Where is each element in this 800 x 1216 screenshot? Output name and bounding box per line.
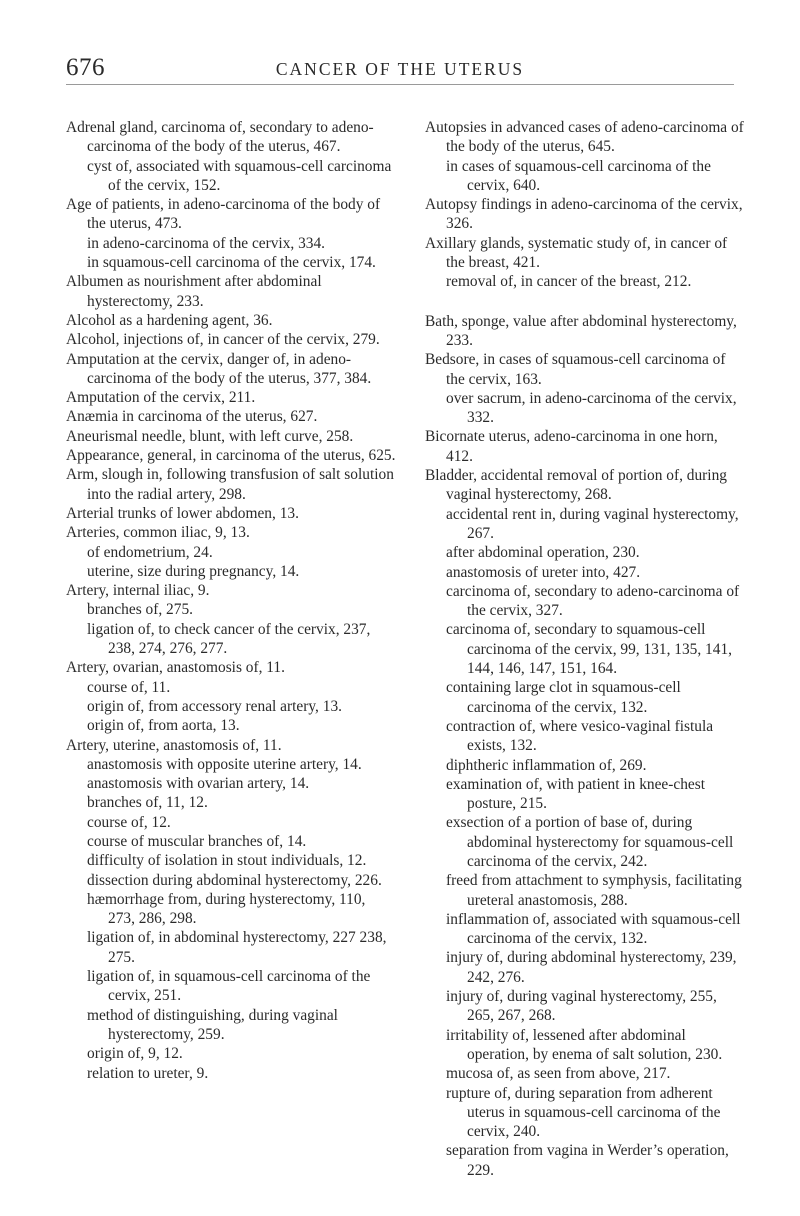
index-entry: Age of patients, in adeno-carcinoma of the body of the uterus, 473.	[66, 196, 381, 233]
index-subentry: dissection during abdominal hysterectomy, 226.	[87, 871, 382, 889]
index-entry: Albumen as nourishment after abdominal hysterectomy, 233.	[66, 273, 322, 310]
index-entry: Arm, slough in, following transfusion of salt solution into the radial artery, 298.	[66, 466, 394, 503]
index-subentry: examination of, with patient in knee-chest posture, 215.	[446, 775, 705, 813]
index-subentry: rupture of, during separation from adherent uterus in squamous-cell carcinoma of the cervix, 240.	[446, 1084, 721, 1141]
index-entry: Artery, internal iliac, 9.	[66, 582, 210, 600]
index-entry: Artery, ovarian, anastomosis of, 11.	[66, 659, 285, 677]
index-subentry: contraction of, where vesico-vaginal fistula exists, 132.	[446, 717, 714, 755]
index-entry: Autopsy findings in adeno-carcinoma of the cervix, 326.	[425, 196, 743, 233]
index-subentry: inflammation of, associated with squamous-cell carcinoma of the cervix, 132.	[446, 910, 741, 948]
index-subentry: branches of, 275.	[87, 601, 193, 619]
index-subentry: course of, 12.	[87, 813, 171, 831]
index-subentry: branches of, 11, 12.	[87, 794, 208, 812]
index-subentry: removal of, in cancer of the breast, 212.	[446, 273, 692, 291]
index-subentry: anastomosis with opposite uterine artery, 14.	[87, 755, 362, 773]
index-subentry: ligation of, in abdominal hysterectomy, 227 238, 275.	[87, 929, 387, 966]
index-subentry: anastomosis with ovarian artery, 14.	[87, 775, 310, 793]
index-entry: Alcohol as a hardening agent, 36.	[66, 311, 273, 329]
right-index-column	[425, 118, 747, 1180]
index-subentry: uterine, size during pregnancy, 14.	[87, 562, 300, 580]
section-gap	[425, 292, 747, 312]
index-subentry: in squamous-cell carcinoma of the cervix, 174.	[87, 254, 376, 272]
running-head: CANCER OF THE UTERUS	[275, 59, 525, 79]
index-subentry: accidental rent in, during vaginal hysterectomy, 267.	[446, 505, 739, 542]
index-subentry: in adeno-carcinoma of the cervix, 334.	[87, 234, 326, 252]
index-subentry: containing large clot in squamous-cell carcinoma of the cervix, 132.	[446, 679, 681, 716]
index-entry: Bladder, accidental removal of portion of, during vaginal hysterectomy, 268.	[425, 467, 727, 504]
index-subentry: exsection of a portion of base of, during abdominal hysterectomy for squamous-cell carcinoma of the cervix, 242.	[446, 814, 734, 870]
index-entry: Aneurismal needle, blunt, with left curve, 258.	[66, 427, 354, 445]
index-subentry: ligation of, in squamous-cell carcinoma of the cervix, 251.	[87, 968, 371, 1005]
index-entry: Axillary glands, systematic study of, in cancer of the breast, 421.	[425, 234, 728, 272]
index-subentry: over sacrum, in adeno-carcinoma of the cervix, 332.	[446, 389, 737, 427]
index-subentry: carcinoma of, secondary to squamous-cell carcinoma of the cervix, 99, 131, 135, 141, 144, 146, 147, 151, 164.	[446, 621, 732, 678]
page-header	[66, 50, 734, 85]
index-subentry: freed from attachment to symphysis, facilitating ureteral anastomosis, 288.	[446, 872, 742, 909]
index-subentry: relation to ureter, 9.	[87, 1064, 209, 1082]
index-entry: Arterial trunks of lower abdomen, 13.	[66, 504, 299, 522]
index-subentry: after abdominal operation, 230.	[446, 544, 640, 562]
index-entry: Artery, uterine, anastomosis of, 11.	[66, 736, 282, 754]
index-subentry: in cases of squamous-cell carcinoma of the cervix, 640.	[446, 157, 711, 194]
index-entry: Autopsies in advanced cases of adeno-carcinoma of the body of the uterus, 645.	[425, 119, 744, 156]
index-subentry: carcinoma of, secondary to adeno-carcinoma of the cervix, 327.	[446, 582, 740, 620]
index-entry: Amputation of the cervix, 211.	[66, 389, 256, 407]
index-subentry: origin of, from accessory renal artery, 13.	[87, 697, 342, 715]
index-entry: Anæmia in carcinoma of the uterus, 627.	[66, 408, 318, 426]
index-entry: Amputation at the cervix, danger of, in adeno-carcinoma of the body of the uterus, 377, 384.	[66, 350, 372, 387]
index-subentry: mucosa of, as seen from above, 217.	[446, 1065, 671, 1083]
index-entry: Adrenal gland, carcinoma of, secondary to adeno-carcinoma of the body of the uterus, 467.	[66, 119, 374, 156]
index-subentry: course of muscular branches of, 14.	[87, 832, 307, 850]
index-subentry: ligation of, to check cancer of the cervix, 237, 238, 274, 276, 277.	[87, 620, 371, 658]
page-number: 676	[66, 54, 105, 81]
index-entry: Bath, sponge, value after abdominal hysterectomy, 233.	[425, 312, 737, 349]
index-entry: Arteries, common iliac, 9, 13.	[66, 524, 250, 542]
index-subentry: hæmorrhage from, during hysterectomy, 110, 273, 286, 298.	[87, 890, 366, 928]
index-entry: Appearance, general, in carcinoma of the uterus, 625.	[66, 447, 396, 465]
index-entry: Bedsore, in cases of squamous-cell carcinoma of the cervix, 163.	[425, 351, 726, 388]
index-entry: Bicornate uterus, adeno-carcinoma in one horn, 412.	[425, 428, 718, 465]
index-subentry: method of distinguishing, during vaginal hysterectomy, 259.	[87, 1006, 338, 1043]
index-subentry: irritability of, lessened after abdominal operation, by enema of salt solution, 230.	[446, 1026, 723, 1063]
index-subentry: course of, 11.	[87, 678, 171, 696]
index-subentry: cyst of, associated with squamous-cell carcinoma of the cervix, 152.	[87, 157, 392, 194]
index-subentry: anastomosis of ureter into, 427.	[446, 563, 641, 581]
left-index-column	[66, 118, 396, 1083]
index-entry: Alcohol, injections of, in cancer of the cervix, 279.	[66, 331, 380, 349]
index-subentry: origin of, from aorta, 13.	[87, 717, 240, 735]
index-subentry: diphtheric inflammation of, 269.	[446, 756, 647, 774]
index-subentry: injury of, during abdominal hysterectomy, 239, 242, 276.	[446, 949, 737, 986]
index-subentry: difficulty of isolation in stout individuals, 12.	[87, 852, 367, 870]
index-subentry: injury of, during vaginal hysterectomy, 255, 265, 267, 268.	[446, 988, 717, 1025]
index-subentry: origin of, 9, 12.	[87, 1045, 183, 1063]
index-subentry: of endometrium, 24.	[87, 543, 213, 561]
index-subentry: separation from vagina in Werder’s operation, 229.	[446, 1142, 729, 1179]
